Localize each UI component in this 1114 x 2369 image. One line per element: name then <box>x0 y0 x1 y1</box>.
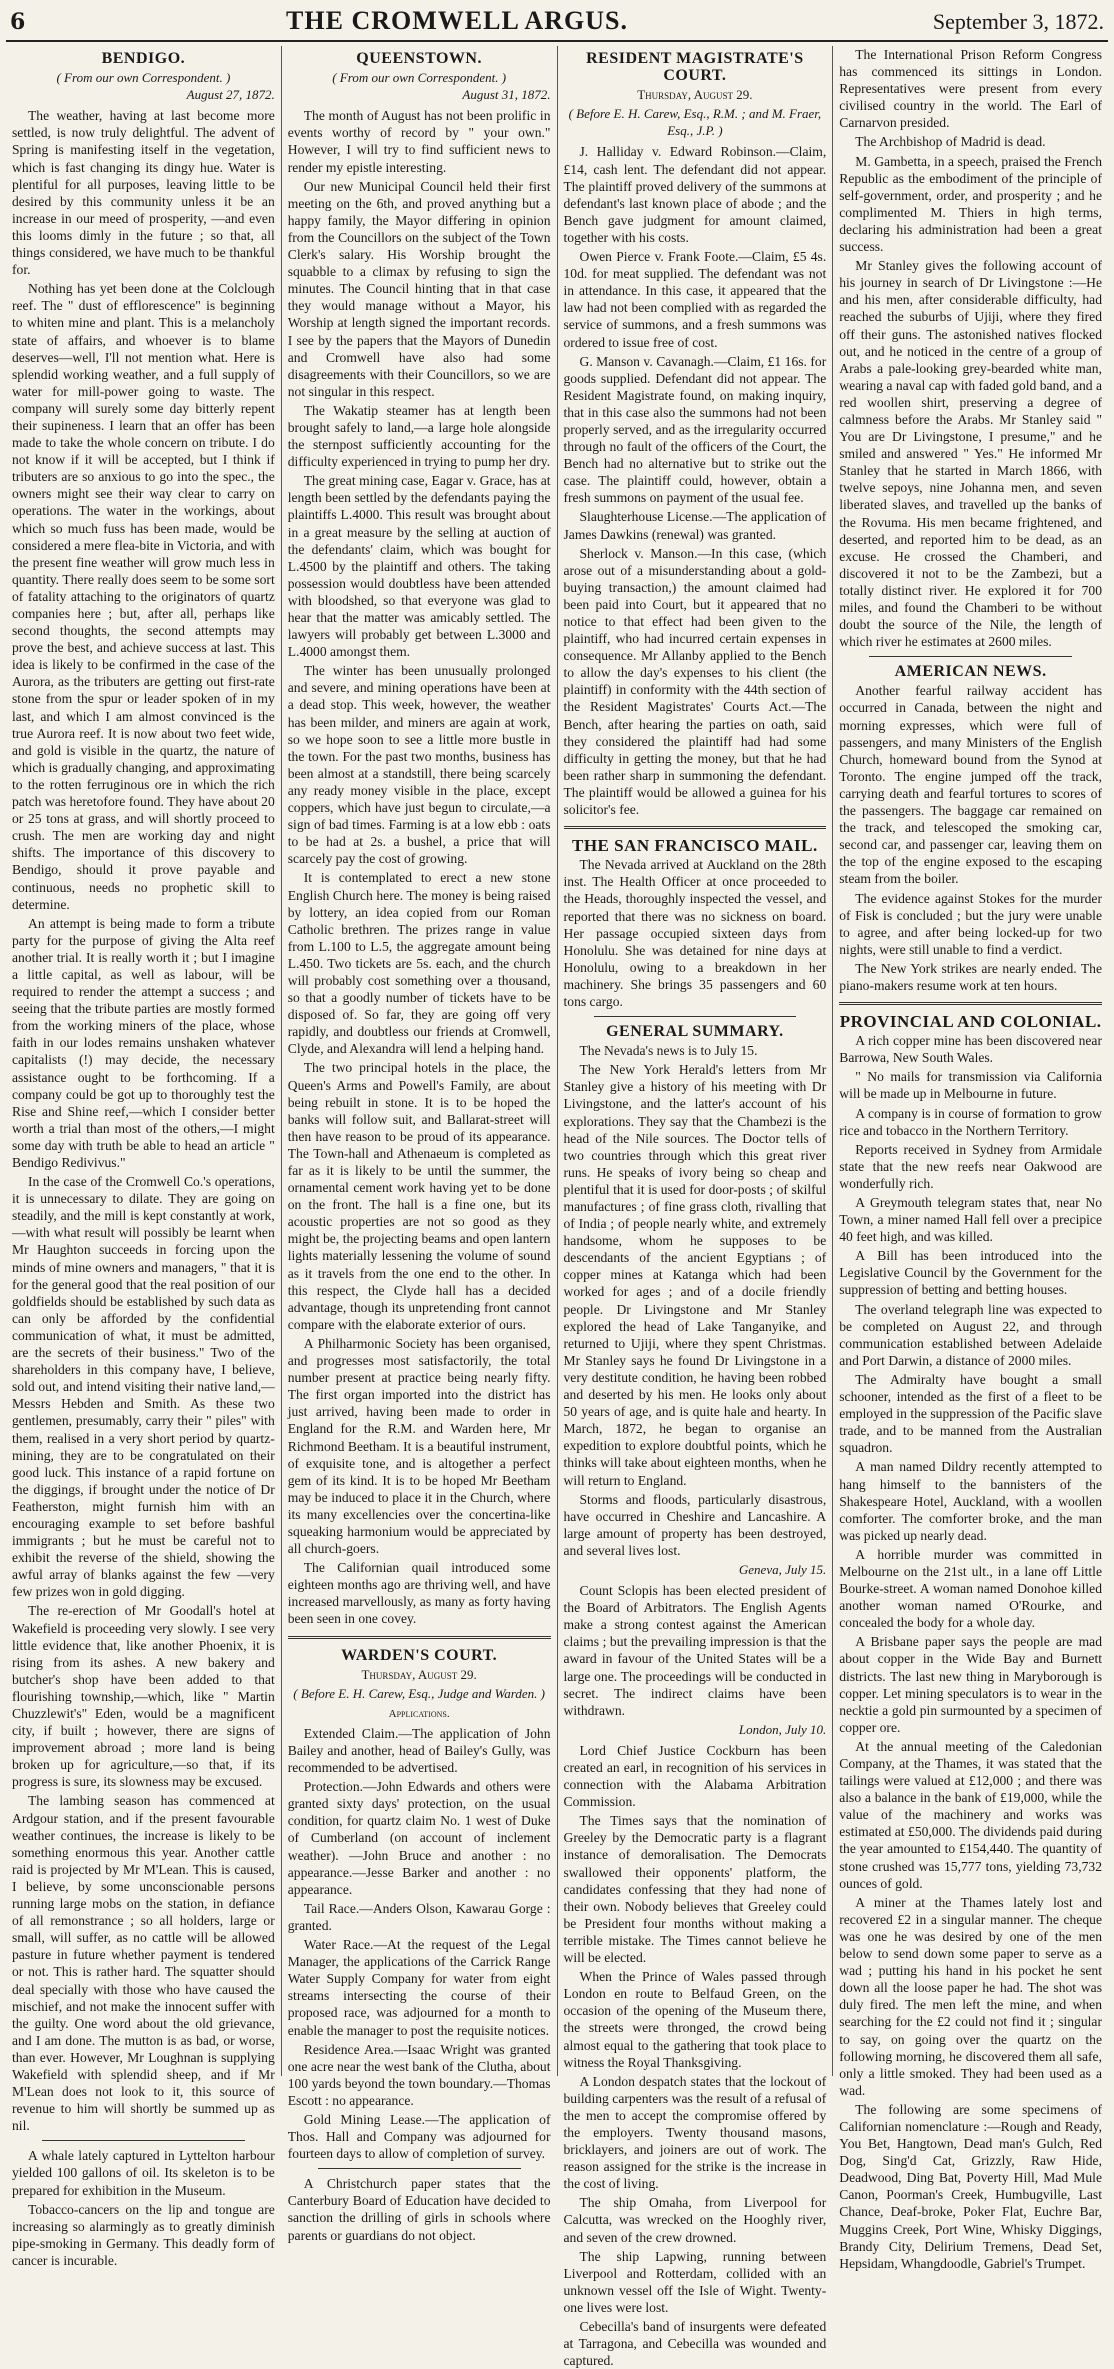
columns <box>6 46 1108 2369</box>
court-entry: Protection.—John Edwards and others were granted sixty days' protection, on the usual condition, for quartz claim No. 1 west of Duke of Cumberland (on account of inclement weather). —John Bruce and another : no appearance.—Jesse Barker and another : no appearance. <box>287 1779 551 1897</box>
summary-paragraph: Storms and floods, particularly disastrous, have occurred in Cheshire and Lancashire. A large amount of property has been destroyed, and several lives lost. <box>563 1491 827 1558</box>
news-item: A Christchurch paper states that the Canterbury Board of Education have decided to sanction the drilling of girls in schools where parents or guardians do not object. <box>287 2176 551 2243</box>
summary-paragraph: The ship Lapwing, running between Liverpool and Rotterdam, collided with an unknown vessel off the Isle of Wight. Twenty-one lives were lost. <box>563 2248 827 2315</box>
queenstown-paragraph: Our new Municipal Council held their first meeting on the 6th, and proved anything but a happy family, the Mayor differing in opinion from the Councillors on the subject of the Town Clerk's salary. His Worship brought the squabble to a climax by refusing to sign the minutes. The Council hinting that in that case they would manage without a Mayor, his Worship at length signed the important records. I see by the papers that the Mayors of Dunedin and Cromwell have also had some disagreements with their Councillors, so we are not singular in this respect. <box>287 178 551 399</box>
american-news-paragraph: The evidence against Stokes for the murder of Fisk is concluded ; but the jury were unable to agree, and after being locked-up for two nights, were still unable to find a verdict. <box>839 890 1102 957</box>
bendigo-paragraph: The lambing season has commenced at Ardgour station, and if the present favourable weather continues, the increase is likely to be something enormous this year. Another cattle raid is projected by Mr M'Lean. This is caused, I believe, by some unconscionable persons running large mobs on the station, in defiance of all remonstrance ; so all holders, large or small, will suffer, as no cattle will be allowed pasture in future whether payment is tendered or not. This is rather hard. The squatter should deal specially with those who have caused the mischief, and not make the innocent suffer with the guilty. One word about the old grievance, and I am done. The mutton is as bad, or worse, than ever. However, Mr Loughnan is supplying Wakefield with splendid sheep, and if Mr M'Lean does not look to it, this source of revenue to him will shortly be summed up as nil. <box>12 1793 275 2134</box>
divider <box>594 1016 797 1017</box>
court-case: J. Halliday v. Edward Robinson.—Claim, £14, cash lent. The defendant did not appear. The plaintiff proved delivery of the summons at defendant's last known place of abode ; and the Bench gave judgment for amount claimed, together with his costs. <box>563 144 827 245</box>
bendigo-heading: BENDIGO. <box>101 50 186 67</box>
provincial-paragraph: A Brisbane paper says the people are mad about copper in the Wide Bay and Burnett districts. The last new thing in Maryborough is copper. Let mining speculators is to wear in the necktie a gold pin surmounted by a specimen of copper ore. <box>839 1634 1102 1735</box>
american-news-paragraph: The New York strikes are nearly ended. The piano-makers resume work at ten hours. <box>839 960 1102 993</box>
wardens-court-subheading: Applications. <box>388 1707 450 1720</box>
masthead <box>6 6 1108 42</box>
provincial-paragraph: A Greymouth telegram states that, near No Town, a miner named Hall fell over a precipice 40 feet high, and was killed. <box>839 1195 1102 1245</box>
queenstown-correspondent: ( From our own Correspondent. ) <box>332 70 507 86</box>
queenstown-dateline: August 31, 1872. <box>462 87 551 103</box>
bendigo-paragraph: Nothing has yet been done at the Colclough reef. The " dust of efflorescence" is beginning to whiten mine and plant. This is a melancholy state of affairs, and whoever is to blame deserves—well, I'll not mention what. Here is splendid working weather, and a full supply of water for mill-power going to waste. The company will surely some day bitterly repent their supineness. I learn that an offer has been made to take the whole concern on tribute. I do not know if it will be accepted, but I think if tributers are so anxious to go into the spec., the owners might see their way clear to carry on operations. The water in the workings, about which so much fuss has been made, would be considered a mere flea-bite in Victoria, and with the present fine weather will grow much less in quantity. There really does seem to be some sort of fatality attaching to the originators of quartz companies here ; but, after all, perhaps like second thoughts, the second attempts may prove the best, and achieve success at last. This idea is likely to be confirmed in the case of the Aurora, as the tributers are getting out first-rate stone from the spur or leader spoken of in my last, and which I am almost convinced is the true Aurora reef. It is now about two feet wide, and gold is visible in the quartz, the nature of which is gradually changing, and approximating to the rotten ferruginous ore in which the rich patch was heretofore found. They have about 20 or 25 tons at grass, and will shortly proceed to crush. The men are working day and night shifts. The importance of this discovery to Bendigo, should it prove payable and continuous, needs no prophetic skill to determine. <box>12 281 275 912</box>
court-entry: Extended Claim.—The application of John Bailey and another, head of Bailey's Gully, was recommended to be advertised. <box>287 1725 551 1776</box>
summary-paragraph: The Nevada's news is to July 15. <box>579 1043 758 1059</box>
column-2 <box>282 46 558 2243</box>
news-paragraph: The International Prison Reform Congress has commenced its sittings in London. Representatives were present from every civilised country in the world. The Earl of Carnarvon presided. <box>839 47 1102 131</box>
news-paragraph: Mr Stanley gives the following account of his journey in search of Dr Livingstone :—He and his men, after considerable difficulty, had reached the suburbs of Ujiji, where they fired off their guns. The astonished natives flocked out, and he noticed in the centre of a group of Arabs a pale-looking grey-bearded white man, wearing a naval cap with faded gold band, and a red woollen shirt, preserving a degree of calmness before the Arabs. Mr Stanley said " You are Dr Livingstone, I presume," and he smiled and answered " Yes." He informed Mr Stanley that he started in March 1866, with twelve sepoys, nine Johanna men, and seven liberated slaves, and travelled up the banks of the Rovuma. His men became frightened, and deserted, and reported him to be dead, as an excuse. He crossed the Chamberi, and discovered it not to be the Zambezi, but a totally distinct river. He explored it for 700 miles, and found the Chamberi to be without doubt the source of the Nile, the length of which river he estimates at 2600 miles. <box>839 258 1102 650</box>
summary-paragraph: A London despatch states that the lockout of building carpenters was the result of a refusal of the men to accept the compromise offered by the employers. Twenty thousand masons, bricklayers, and joiners are out of work. The reason assigned for the strike is the increase in the cost of living. <box>563 2073 827 2192</box>
summary-paragraph: Cebecilla's band of insurgents were defeated at Tarragona, and Cebecilla was wounded and captured. <box>563 2319 827 2369</box>
news-item: Tobacco-cancers on the lip and tongue are increasing so alarmingly as to greatly diminish pipe-smoking in Germany. This deadly form of cancer is incurable. <box>12 2201 275 2268</box>
court-case: G. Manson v. Cavanagh.—Claim, £1 16s. for goods supplied. Defendant did not appear. The Resident Magistrate found, on making inquiry, that in this case also the summons had not been properly served, and as the irregularity occurred through no fault of the officers of the Court, the Bench had no alternative but to strike out the case. The plaintiff could, however, obtain a fresh summons on payment of the usual fee. <box>563 353 827 506</box>
american-news-paragraph: Another fearful railway accident has occurred in Canada, between the night and morning expresses, which were full of passengers, and many Ministers of the English Church, homeward bound from the Synod at Toronto. The engine jumped off the track, carrying death and fearful tortures to scores of the passengers. The baggage car remained on the track, and telescoped the smoking car, second car, and passenger car, leaving them on the top of the engine exposed to the escaping steam from the boiler. <box>839 683 1102 887</box>
divider <box>288 1636 551 1639</box>
divider <box>564 826 827 829</box>
queenstown-paragraph: The great mining case, Eagar v. Grace, has at length been settled by the defendants paying the plaintiffs L.4000. This result was brought about in a great measure by the selling at auction of the defendants' claim, which was bought for L.4500 by the plaintiff and others. The taking possession would doubtless have been attended with bloodshed, so that everyone was glad to hear that the matter was amicably settled. The lawyers will probably get between L.3000 and L.4000 amongst them. <box>287 473 551 660</box>
rm-court-date: Thursday, August 29. <box>637 87 753 103</box>
queenstown-paragraph: The two principal hotels in the place, the Queen's Arms and Powell's Family, are about being rebuilt in stone. It is to be hoped the banks will follow suit, and Ballarat-street will then have reason to be proud of its appearance. The Town-hall and Athenaeum is completed as far as it is likely to be until the summer, the ornamental cement work having yet to be done on the front. The hall is a fine one, but its acoustic properties are not so good as they might be, the projecting beams and open lantern lights materially lessening the volume of sound as it travels from the one end to the other. In this respect, the Clyde hall has a decided advantage, though its unpretending front cannot compare with the elaborate exterior of ours. <box>287 1060 551 1332</box>
rm-court-bench: ( Before E. H. Carew, Esq., R.M. ; and M. Fraer, Esq., J.P. ) <box>568 106 822 139</box>
bendigo-paragraph: The weather, having at last become more settled, is now truly delightful. The advent of Spring is manifesting itself in the vegetation, which is fast changing its dingy hue. Water is plentiful for all purposes, leaving little to be desired by this community unless it be an increase in our meed of prosperity, —and even this looms dimly in the future ; so that, all things considered, we have much to be thankful for. <box>12 108 275 278</box>
wardens-court-bench: ( Before E. H. Carew, Esq., Judge and Warden. ) <box>293 1685 545 1701</box>
queenstown-paragraph: The month of August has not been prolific in events worthy of record by " your own." However, I will try to find sufficient news to render my epistle interesting. <box>287 108 551 175</box>
news-item: A whale lately captured in Lyttelton harbour yielded 100 gallons of oil. Its skeleton is to be prepared for exhibition in the Museum. <box>12 2148 275 2198</box>
bendigo-correspondent: ( From our own Correspondent. ) <box>56 70 231 86</box>
summary-paragraph: Lord Chief Justice Cockburn has been created an earl, in recognition of his services in connection with the Alabama Arbitration Commission. <box>563 1742 827 1810</box>
provincial-paragraph: A man named Dildry recently attempted to hang himself to the bannisters of the Shakespeare Hotel, Auckland, with a woollen comforter. The comforter broke, and the man was picked up nearly dead. <box>839 1459 1102 1543</box>
queenstown-paragraph: A Philharmonic Society has been organised, and progresses most satisfactorily, the total number present at practice being nearly fifty. The first organ imported into the district has just arrived, having been made to order in England for the R.M. and Warden here, Mr Richmond Beetham. It is a beautiful instrument, of exquisite tone, and is altogether a perfect gem of its kind. It is to be hoped Mr Beetham may be induced to place it in the Church, where its many excellencies over the concertina-like squeaking harmonium would be appreciated by all church-goers. <box>287 1335 551 1557</box>
provincial-paragraph: " No mails for transmission via California will be made up in Melbourne in future. <box>839 1069 1102 1102</box>
provincial-paragraph: A company is in course of formation to grow rice and tobacco in the Northern Territory. <box>839 1105 1102 1138</box>
court-case: Owen Pierce v. Frank Foote.—Claim, £5 4s. 10d. for meat supplied. The defendant was not in attendance. In this case, it appeared that the law had not been complied with as regarded the service of summons, and a fresh summons was ordered to issue free of cost. <box>563 249 827 350</box>
queenstown-paragraph: It is contemplated to erect a new stone English Church here. The money is being raised by lottery, an idea copied from our Roman Catholic brethren. The prizes range in value from L.100 to L.5, the aggregate amount being L.450. Two tickets are 5s. each, and the church will probably cost something over a thousand, so that a goodly number of tickets have to be disposed of. So far, they are going off very rapidly, and doubtless our friends at Cromwell, Clyde, and Alexandra will lend a helping hand. <box>287 870 551 1057</box>
queenstown-paragraph: The Californian quail introduced some eighteen months ago are thriving well, and have increased marvellously, as many as forty having been seen in one covey. <box>287 1560 551 1627</box>
provincial-paragraph: A rich copper mine has been discovered near Barrowa, New South Wales. <box>839 1033 1102 1066</box>
provincial-paragraph: Reports received in Sydney from Armidale state that the new reefs near Oakwood are wonderfully rich. <box>839 1141 1102 1191</box>
court-entry: Residence Area.—Isaac Wright was granted one acre near the west bank of the Clutha, about 100 yards beyond the town boundary.—Thomas Escott : no appearance. <box>287 2041 551 2108</box>
page-number: 6 <box>10 9 26 35</box>
bendigo-paragraph: An attempt is being made to form a tribute party for the purpose of giving the Alta reef another trial. It is really worth it ; but I imagine a little capital, as well as labour, will be required to render the attempt a success ; and seeing that the tribute parties are mostly formed from the working miners of the place, whose faith in our lodes remains unshaken whatever capitalists (!) may decide, the necessary assistance ought to be forthcoming. If a company could be got up to thoroughly test the Rise and Shine reef,—which I consider better worth a trial than most of the others,—I might some day with truth be able to head an article " Bendigo Redivivus." <box>12 915 275 1170</box>
divider <box>42 2140 245 2141</box>
divider <box>318 2168 521 2169</box>
divider <box>869 656 1072 657</box>
general-summary-heading: GENERAL SUMMARY. <box>606 1023 784 1041</box>
rm-court-heading: RESIDENT MAGISTRATE'S COURT. <box>586 50 804 85</box>
court-entry: Water Race.—At the request of the Legal Manager, the applications of the Carrick Range Water Supply Company for water from eight streams intersecting the course of their proposed race, was adjourned for a month to enable the manager to post the requisite notices. <box>287 1937 551 2038</box>
bendigo-dateline: August 27, 1872. <box>186 87 275 103</box>
paper-name: THE CROMWELL ARGUS. <box>286 6 628 35</box>
sf-mail-heading: THE SAN FRANCISCO MAIL. <box>572 836 818 856</box>
american-news-heading: AMERICAN NEWS. <box>894 663 1047 681</box>
queenstown-paragraph: The winter has been unusually prolonged and severe, and mining operations have been at a dead stop. This week, however, the weather has been milder, and miners are again at work, so we hope soon to see a little more bustle in the town. For the past two months, business has been almost at a standstill, there being scarcely any ready money visible in the place, except coppers, which have just begun to circulate,—a sign of bad times. Farming is at a low ebb : oats to be had at 2s. a bushel, a price that will scarcely pay the cost of growing. <box>287 663 551 867</box>
summary-paragraph: The ship Omaha, from Liverpool for Calcutta, was wrecked on the Hooghly river, and seven of the crew drowned. <box>563 2195 827 2245</box>
summary-paragraph: When the Prince of Wales passed through London en route to Belfaud Green, on the occasion of the opening of the Museum there, the streets were thronged, the crowd being almost equal to the gathering that took place to witness the Royal Thanksgiving. <box>563 1969 827 2070</box>
provincial-paragraph: A miner at the Thames lately lost and recovered £2 in a singular manner. The cheque was one he was desired by one of the men below to send down some paper to serve as a wad ; putting his hand in his pocket he sent down all the loose paper he had. The shot was duly fired. The men left the mine, and when searching for the £2 could not find it ; singular to say, on going over the quartz on the following morning, he discovered them all safe, only a little smoked. They had been used as a wad. <box>839 1894 1102 2098</box>
provincial-paragraph: The overland telegraph line was expected to be completed on August 22, and through communication established between Adelaide and Port Darwin, a distance of 2000 miles. <box>839 1301 1102 1368</box>
news-paragraph: M. Gambetta, in a speech, praised the French Republic as the embodiment of the principle of self-government, order, and prosperity ; and he complimented M. Thiers in high terms, declaring his administration had been a great success. <box>839 153 1102 255</box>
queenstown-heading: QUEENSTOWN. <box>356 50 482 67</box>
summary-dateline: London, July 10. <box>738 1721 827 1737</box>
news-paragraph: The Archbishop of Madrid is dead. <box>855 134 1046 150</box>
divider <box>839 1002 1102 1005</box>
bendigo-paragraph: The re-erection of Mr Goodall's hotel at Wakefield is proceeding very slowly. I see very little evidence that, like another Phoenix, it is rising from its ashes. A new bakery and butcher's shop have been added to that flourishing township,—which, like " Martin Chuzzlewit's" Eden, would be a magnificent city, if built ; however, there are signs of improvement abroad ; more land is being broken up for agriculture,—so that, if its progress is sure, its slowness may be excused. <box>12 1603 275 1790</box>
provincial-paragraph: The Admiralty have bought a small schooner, intended as the first of a fleet to be employed in the suppression of the Pacific slave trade, and to be manned from the Australian squadron. <box>839 1371 1102 1456</box>
court-entry: Tail Race.—Anders Olson, Kawarau Gorge : granted. <box>287 1900 551 1933</box>
summary-dateline: Geneva, July 15. <box>738 1561 827 1577</box>
provincial-paragraph: The following are some specimens of Californian nomenclature :—Rough and Ready, You Bet, Hangtown, Dead man's Gulch, Red Dog, Sing'd Cat, Grizzly, Raw Hide, Deadwood, Ding Bat, Poverty Hill, Mad Mule Canon, Poorman's Creek, Humbugville, Last Chance, Deaf-broke, Poker Flat, Euchre Bar, Muggins Creek, Port Wine, Whisky Diggings, Brandy City, Delirium Tremens, Dead Set, Hepsidam, Whangdoodle, Gabriel's Trumpet. <box>839 2101 1102 2271</box>
court-entry: Gold Mining Lease.—The application of Thos. Hall and Company was adjourned for fourteen days to allow of completion of survey. <box>287 2111 551 2162</box>
summary-paragraph: Count Sclopis has been elected president of the Board of Arbitrators. The English Agents make a strong contest against the American claims ; but the prevailing impression is that the award in favour of the United States will be a large one. The proceedings will be conducted in secret. The indirect claims have been withdrawn. <box>563 1583 827 1718</box>
provincial-paragraph: At the annual meeting of the Caledonian Company, at the Thames, it was stated that the tailings were valued at £12,000 ; and there was also a balance in the bank of £19,000, while the value of the machinery and works was estimated at £50,000. The dividends paid during the year amounted to £154,440. The quantity of stone crushed was 15,777 tons, yielding 73,732 ounces of gold. <box>839 1738 1102 1891</box>
summary-paragraph: The New York Herald's letters from Mr Stanley give a history of his meeting with Dr Livingstone, and the latter's account of his explorations. They say that the Chambezi is the head of the Nile sources. The Doctor tells of two countries through which this great river runs. He speaks of ivory being so cheap and plentiful that it is used for door-posts ; of skilful manufactures ; of fine grass cloth, rivalling that of India ; of people nearly white, and extremely handsome, whom he supposes to be descendants of the ancient Egyptians ; of copper mines at Katanga which had been worked for ages ; and of a docile friendly people. Dr Livingstone and Mr Stanley explored the head of Lake Tanganyike, and returned to Ujiji, where they spent Christmas. Mr Stanley says he found Dr Livingstone in a very destitute condition, he having been robbed and deserted by his men. He looks only about 50 years of age, and is quite hale and hearty. In March, 1872, he began to organise an expedition to explore doubtful points, which he thinks will take about eighteen months, when he will return to England. <box>563 1062 827 1488</box>
provincial-paragraph: A Bill has been introduced into the Legislative Council by the Government for the suppression of betting and betting houses. <box>839 1248 1102 1298</box>
column-1 <box>6 46 282 2268</box>
column-4 <box>833 46 1108 2271</box>
provincial-paragraph: A horrible murder was committed in Melbourne on the 21st ult., in a lane off Little Bourke-street. A woman named Donohoe killed another woman named O'Rourke, and concealed the body for a whole day. <box>839 1546 1102 1631</box>
wardens-court-heading: WARDEN'S COURT. <box>341 1646 498 1664</box>
queenstown-paragraph: The Wakatip steamer has at length been brought safely to land,—a large hole alongside the sternpost sufficiently accounting for the difficulty experienced in trying to pump her dry. <box>287 402 551 470</box>
column-3 <box>558 46 834 2369</box>
sf-mail-paragraph: The Nevada arrived at Auckland on the 28th inst. The Health Officer at once proceeded to the Heads, thoroughly inspected the vessel, and reported that there was no sickness on board. Her passage occupied sixteen days from Honolulu. She was detained for nine days at Honolulu, owing to a breakdown in her machinery. She brings 35 passengers and 60 tons cargo. <box>563 857 827 1009</box>
court-case: Sherlock v. Manson.—In this case, (which arose out of a misunderstanding about a gold-buying transaction,) the amount claimed had been paid into Court, but it appeared that no notice to that effect had been given to the plaintiff, who had incurred certain expenses in consequence. Mr Allanby applied to the Bench to allow the day's expenses to his client (the plaintiff) in conformity with the 44th section of the Resident Magistrates' Courts Act.—The Bench, after hearing the parties on oath, said they considered the plaintiff had had some difficulty in getting the money, but that he had been rather sharp in summoning the defendant. The plaintiff would be allowed a guinea for his solicitor's fee. <box>563 545 827 818</box>
bendigo-paragraph: In the case of the Cromwell Co.'s operations, it is unnecessary to dilate. They are going on steadily, and the mill is kept constantly at work,—with what result will possibly be learnt when Mr Haughton succeeds in forcing upon the minds of mine owners and managers, " that it is for the general good that the real position of our goldfields should be established by such data as can only be afforded by the confidential communication of what, it must be admitted, are the secrets of their business." Two of the shareholders in this company have, I believe, sold out, and intend visiting their native land,—Messrs Hebden and Smith. As these two gentlemen, presumably, carry their " piles" with them, realised in a very short period by quartz-mining, they are to be congratulated on their good luck. This instance of a rapid fortune on the diggings, if brought under the notice of Dr Featherston, might furnish him with an encouraging example to set before bashful immigrants ; but he must be careful not to exhibit the reverse of the shield, showing the awful array of blanks against the few —very few prizes won in gold digging. <box>12 1174 275 1600</box>
wardens-court-date: Thursday, August 29. <box>361 1666 477 1682</box>
summary-paragraph: The Times says that the nomination of Greeley by the Democratic party is a flagrant instance of demoralisation. The Democrats swallowed their opponents' platform, the candidates confessing that they had none of their own. Nobody believes that Greeley could be President four months without making a terrible mistake. The Times cannot believe he will be elected. <box>563 1813 827 1966</box>
provincial-heading: PROVINCIAL AND COLONIAL. <box>839 1012 1102 1032</box>
issue-date: September 3, 1872. <box>932 9 1104 34</box>
court-case: Slaughterhouse License.—The application of James Dawkins (renewal) was granted. <box>563 509 827 542</box>
